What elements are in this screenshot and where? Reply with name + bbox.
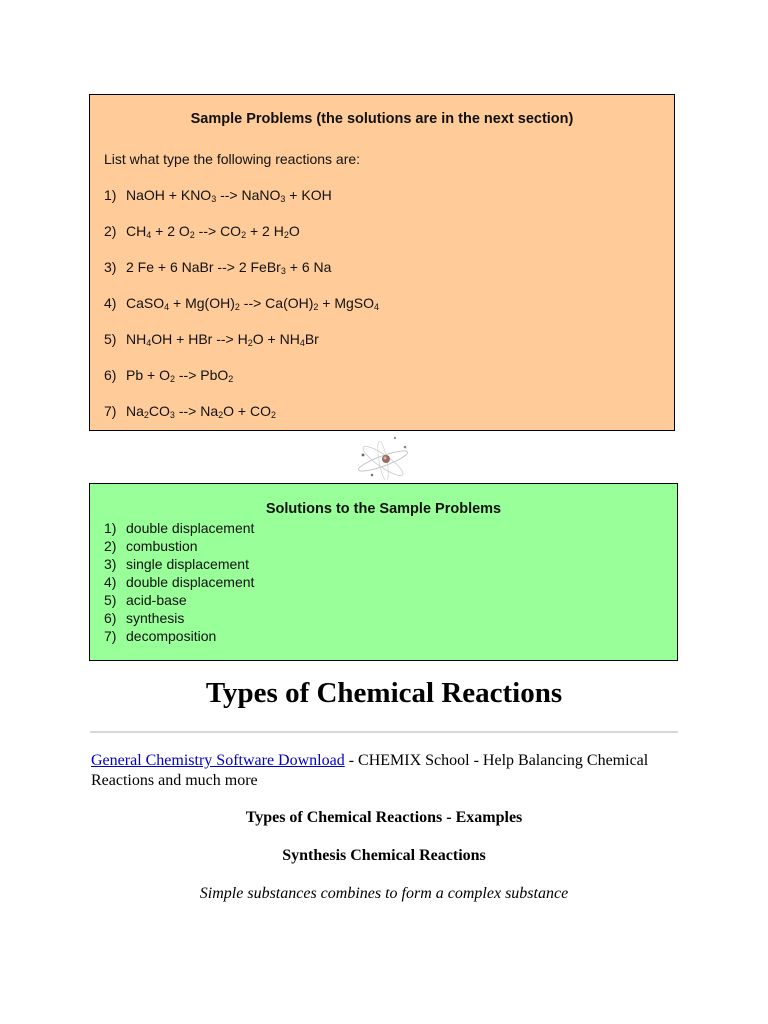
examples-heading: Types of Chemical Reactions - Examples [245,809,523,826]
problem-number: 5) [104,331,117,347]
solution-item [104,609,254,627]
problem-item [104,403,276,420]
solution-item [104,591,254,609]
solutions-title: Solutions to the Sample Problems [265,501,502,517]
solution-item [104,519,254,537]
chemical-equation: NaOH + $KNO_3$ --> NaNO$_3$ + KOH [126,187,332,204]
solution-text: double displacement [126,520,255,536]
problem-number: 6) [104,367,117,383]
problem-number: 3) [104,259,117,275]
page-title: Types of Chemical Reactions [205,677,563,709]
solution-item [104,573,254,591]
solution-item [104,555,254,573]
synthesis-description: Simple substances combines to form a complex substance [199,885,569,902]
chemical-equation: 2 Fe + 6 NaBr --> 2 FeBr$_3$ + 6 Na [126,259,332,276]
sample-problems-box [89,94,675,431]
problem-item [104,331,319,348]
synthesis-heading: Synthesis Chemical Reactions [282,847,486,864]
solution-number: 5) [104,592,117,608]
problem-number: 2) [104,223,117,239]
problem-number: 1) [104,187,117,203]
solution-number: 1) [104,520,117,536]
chemical-equation: CaSO$_4$ + $Mg(OH)_2$ --> $Ca(OH)_2$ + MgSO$_4$ [126,295,380,312]
problem-number: 7) [104,403,117,419]
intro-paragraph [91,751,681,791]
solution-text: decomposition [126,628,217,644]
chemical-equation: $CH_4 + 2$ $O_2$ --> $CO_2 + 2$ $H_2O$ [126,223,300,240]
intro-text: - CHEMIX School - Help Balancing Chemical Reactions and much more [91,752,649,789]
problem-number: 4) [104,295,117,311]
problem-item [104,259,331,276]
solution-text: acid-base [126,592,187,608]
solution-item [104,627,254,645]
problem-item [104,223,300,240]
solution-number: 3) [104,556,117,572]
sample-problems-title: Sample Problems (the solutions are in the next section) [190,111,574,127]
problem-item [104,295,379,312]
horizontal-divider [90,731,678,733]
solution-number: 7) [104,628,117,644]
chemical-equation: $NH_4OH$ + HBr --> $H_2O + NH_4Br$ [126,331,319,348]
solution-number: 4) [104,574,117,590]
problem-item [104,367,233,384]
atom-icon [352,434,414,480]
chemical-equation: $Pb + O_2$ --> PbO$_2$ [126,367,234,384]
chemical-equation: $Na_2CO_3$ --> $Na_2O + CO_2$ [126,403,277,420]
solution-text: combustion [126,538,198,554]
solution-text: single displacement [126,556,249,572]
sample-problems-instruction: List what type the following reactions are: [104,151,361,167]
solution-text: double displacement [126,574,255,590]
solution-number: 6) [104,610,117,626]
solution-text: synthesis [126,610,185,626]
software-download-link[interactable]: General Chemistry Software Download [91,752,345,769]
solution-item [104,537,254,555]
problem-item [104,187,332,204]
solutions-box [89,483,678,661]
solutions-list [104,519,254,645]
solution-number: 2) [104,538,117,554]
